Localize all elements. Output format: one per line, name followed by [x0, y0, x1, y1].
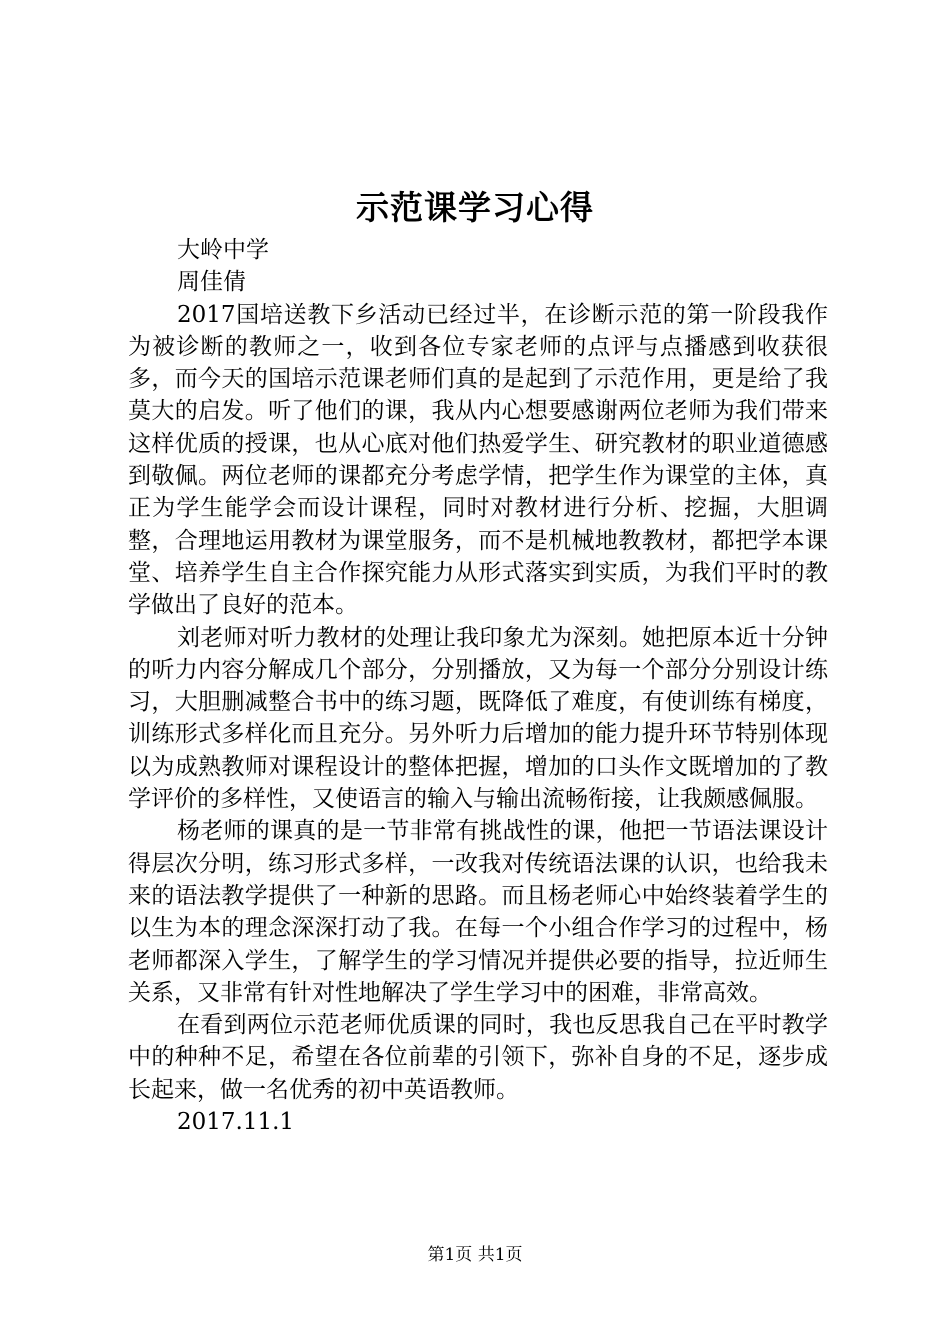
document-body	[128, 234, 828, 1138]
document-date: 2017.11.1	[177, 1109, 295, 1136]
paragraph: 杨老师的课真的是一节非常有挑战性的课，他把一节语法课设计得层次分明，练习形式多样，一改我对传统语法课的认识，也给我未来的语法教学提供了一种新的思路。而且杨老师心中始终装着学生的以生为本的理念深深打动了我。在每一个小组合作学习的过程中，杨老师都深入学生，了解学生的学习情况并提供必要的指导，拉近师生关系，又非常有针对性地解决了学生学习中的困难，非常高效。	[128, 818, 828, 1006]
author-name: 周佳倩	[177, 269, 246, 296]
paragraph: 刘老师对听力教材的处理让我印象尤为深刻。她把原本近十分钟的听力内容分解成几个部分，分别播放，又为每一个部分分别设计练习，大胆删减整合书中的练习题，既降低了难度，有使训练有梯度，训练形式多样化而且充分。另外听力后增加的能力提升环节特别体现以为成熟教师对课程设计的整体把握，增加的口头作文既增加的了教学评价的多样性，又使语言的输入与输出流畅衔接，让我颇感佩服。	[128, 624, 828, 813]
school-name: 大岭中学	[177, 237, 269, 263]
paragraph: 2017国培送教下乡活动已经过半，在诊断示范的第一阶段我作为被诊断的教师之一，收到各位专家老师的点评与点播感到收获很多，而今天的国培示范课老师们真的是起到了示范作用，更是给了我莫大的启发。听了他们的课，我从内心想要感谢两位老师为我们带来这样优质的授课，也从心底对他们热爱学生、研究教材的职业道德感到敬佩。两位老师的课都充分考虑学情，把学生作为课堂的主体，真正为学生能学会而设计课程，同时对教材进行分析、挖掘，大胆调整，合理地运用教材为课堂服务，而不是机械地教教材，都把学本课堂、培养学生自主合作探究能力从形式落实到实质，为我们平时的教学做出了良好的范本。	[128, 301, 828, 619]
paragraph: 在看到两位示范老师优质课的同时，我也反思我自己在平时教学中的种种不足，希望在各位前辈的引领下，弥补自身的不足，逐步成长起来，做一名优秀的初中英语教师。	[128, 1012, 828, 1103]
document-title: 示范课学习心得	[356, 188, 594, 227]
page-footer: 第1页 共1页	[427, 1245, 523, 1265]
